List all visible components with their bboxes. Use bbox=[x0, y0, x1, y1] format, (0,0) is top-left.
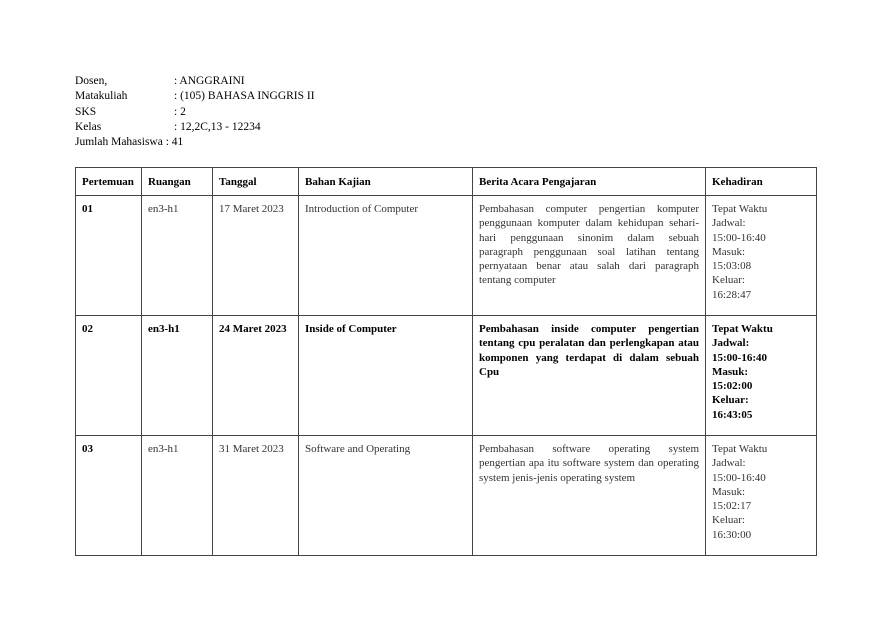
tanggal-cell: 24 Maret 2023 bbox=[213, 316, 299, 436]
sks-value: : 2 bbox=[174, 105, 186, 118]
jadwal-label: Jadwal: bbox=[712, 457, 746, 470]
table-header-row bbox=[76, 168, 817, 196]
masuk-value: 15:03:08 bbox=[712, 260, 752, 273]
table-row bbox=[76, 196, 817, 316]
keluar-label: Keluar: bbox=[712, 394, 749, 407]
keluar-label: Keluar: bbox=[712, 274, 745, 287]
col-ruangan: Ruangan bbox=[142, 168, 213, 196]
masuk-label: Masuk: bbox=[712, 365, 749, 378]
kehadiran-status: Tepat Waktu bbox=[712, 443, 768, 455]
ruangan-cell: en3-h1 bbox=[142, 436, 213, 556]
jumlah-value: : 41 bbox=[162, 136, 184, 149]
ruangan-cell: en3-h1 bbox=[142, 196, 213, 316]
jadwal-value: 15:00-16:40 bbox=[712, 351, 767, 364]
jumlah-row bbox=[75, 135, 315, 150]
jadwal-label: Jadwal: bbox=[712, 337, 750, 350]
course-header bbox=[75, 74, 315, 150]
dosen-label: Dosen, bbox=[75, 75, 108, 87]
table-row bbox=[76, 316, 817, 436]
kelas-value: : 12,2C,13 - 12234 bbox=[174, 120, 261, 133]
col-tanggal: Tanggal bbox=[213, 168, 299, 196]
ruangan-cell: en3-h1 bbox=[142, 316, 213, 436]
matakuliah-value: : (105) BAHASA INGGRIS II bbox=[174, 90, 315, 103]
bahan-cell: Software and Operating bbox=[299, 436, 473, 556]
berita-cell: Pembahasan inside computer pengertian tentang cpu peralatan dan perlengkapan atau komponen yang terdapat di dalam sebuah Cpu bbox=[473, 316, 706, 436]
kelas-row bbox=[75, 120, 315, 135]
kelas-label: Kelas bbox=[75, 120, 102, 133]
pertemuan-cell: 02 bbox=[76, 316, 142, 436]
table-row bbox=[76, 436, 817, 556]
tanggal-cell: 31 Maret 2023 bbox=[213, 436, 299, 556]
col-pertemuan: Pertemuan bbox=[76, 168, 142, 196]
berita-cell: Pembahasan software operating system pengertian apa itu software system dan operating system jenis-jenis operating system bbox=[473, 436, 706, 556]
attendance-table bbox=[75, 167, 817, 556]
bahan-cell: Introduction of Computer bbox=[299, 196, 473, 316]
kehadiran-status: Tepat Waktu bbox=[712, 323, 773, 335]
matakuliah-row bbox=[75, 89, 315, 104]
jadwal-label: Jadwal: bbox=[712, 217, 746, 230]
masuk-value: 15:02:17 bbox=[712, 500, 752, 513]
keluar-label: Keluar: bbox=[712, 514, 745, 527]
tanggal-cell: 17 Maret 2023 bbox=[213, 196, 299, 316]
kehadiran-cell bbox=[706, 316, 817, 436]
sks-row bbox=[75, 105, 315, 120]
keluar-value: 16:43:05 bbox=[712, 408, 753, 421]
pertemuan-cell: 01 bbox=[76, 196, 142, 316]
berita-cell: Pembahasan computer pengertian komputer penggunaan komputer dalam kehidupan sehari-hari penggunaan sinonim dalam sebuah paragraph penggunaan soal latihan tentang pernyataan benar atau salah dari paragraph tentang computer bbox=[473, 196, 706, 316]
kehadiran-status: Tepat Waktu bbox=[712, 203, 768, 215]
masuk-label: Masuk: bbox=[712, 245, 745, 258]
col-kehadiran: Kehadiran bbox=[706, 168, 817, 196]
dosen-value: : ANGGRAINI bbox=[174, 75, 245, 87]
keluar-value: 16:30:00 bbox=[712, 528, 752, 541]
sks-label: SKS bbox=[75, 105, 97, 118]
kehadiran-cell bbox=[706, 436, 817, 556]
dosen-row bbox=[75, 74, 315, 89]
kehadiran-cell bbox=[706, 196, 817, 316]
col-bahan-kajian: Bahan Kajian bbox=[299, 168, 473, 196]
bahan-cell: Inside of Computer bbox=[299, 316, 473, 436]
matakuliah-label: Matakuliah bbox=[75, 90, 128, 103]
jadwal-value: 15:00-16:40 bbox=[712, 471, 766, 484]
keluar-value: 16:28:47 bbox=[712, 288, 752, 301]
jadwal-value: 15:00-16:40 bbox=[712, 231, 766, 244]
col-berita-acara: Berita Acara Pengajaran bbox=[473, 168, 706, 196]
pertemuan-cell: 03 bbox=[76, 436, 142, 556]
jumlah-label: Jumlah Mahasiswa bbox=[75, 136, 163, 149]
masuk-label: Masuk: bbox=[712, 485, 745, 498]
masuk-value: 15:02:00 bbox=[712, 380, 753, 393]
